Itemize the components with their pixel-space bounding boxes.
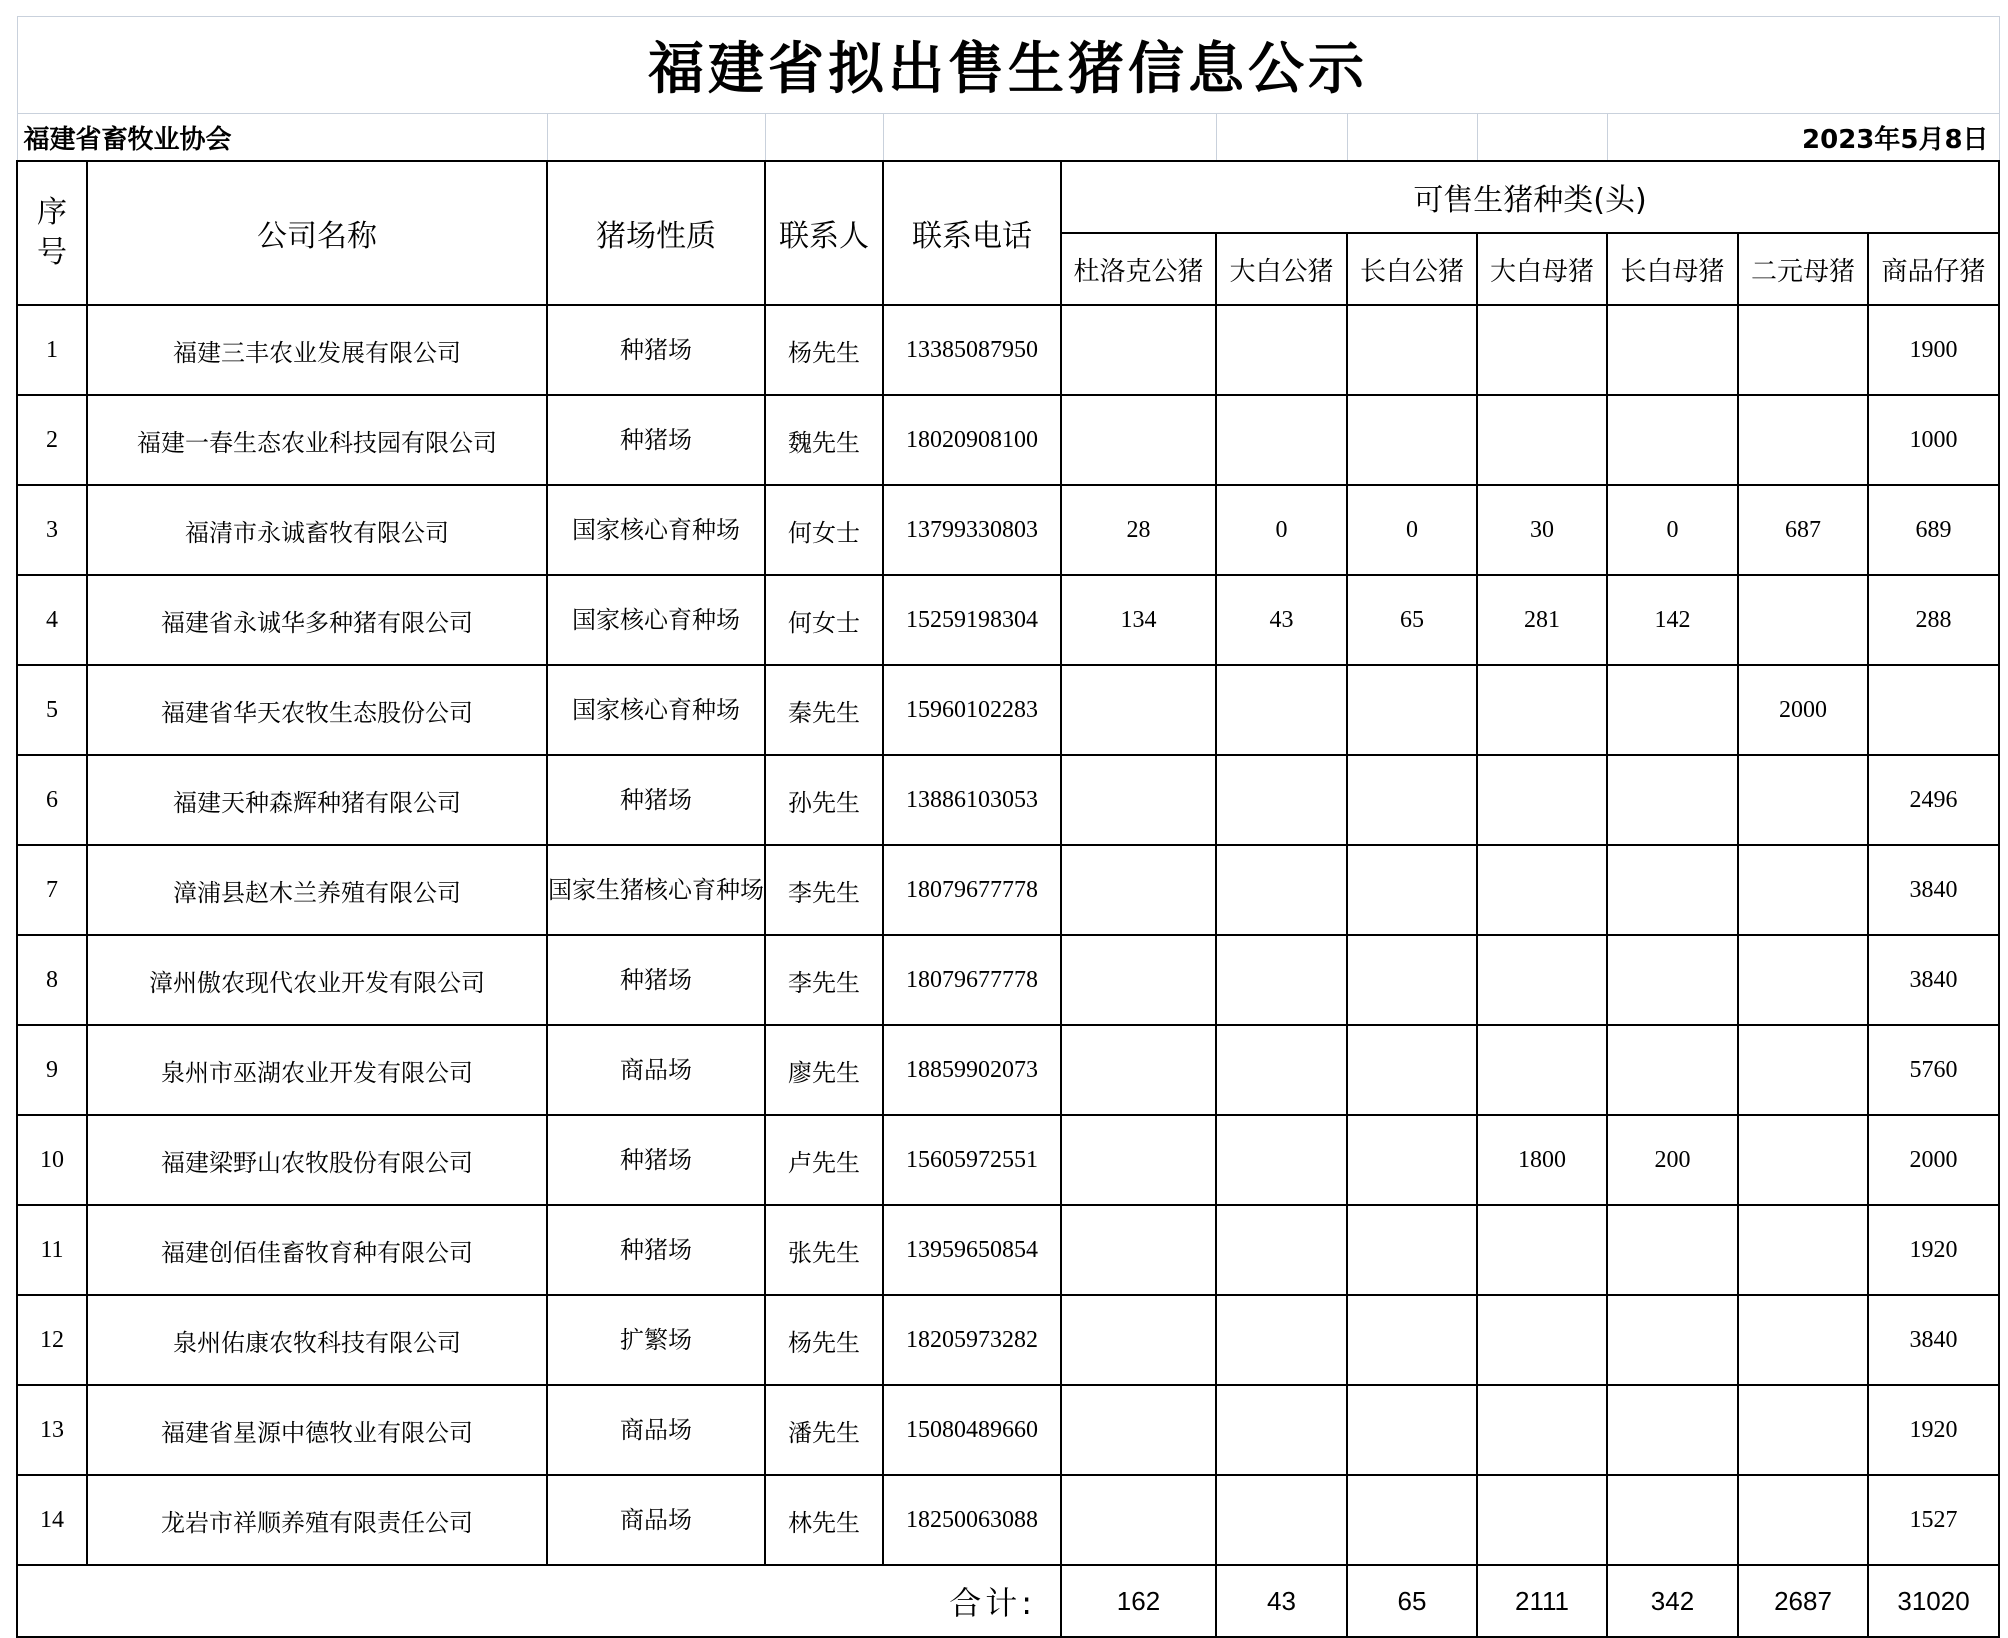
row-count: 1920 [1868,1205,1999,1295]
row-count [1738,575,1868,665]
row-company: 福建省星源中德牧业有限公司 [87,1385,547,1475]
row-count [1738,1115,1868,1205]
row-seq: 13 [17,1385,87,1475]
row-count: 0 [1216,485,1347,575]
row-contact: 秦先生 [765,665,883,755]
row-phone: 18859902073 [883,1025,1061,1115]
row-count [1738,1025,1868,1115]
row-contact: 李先生 [765,845,883,935]
page-title: 福建省拟出售生猪信息公示 [17,17,1999,114]
header-breed: 二元母猪 [1738,233,1868,305]
row-count: 687 [1738,485,1868,575]
header-breed: 商品仔猪 [1868,233,1999,305]
row-count [1061,845,1216,935]
row-count [1347,1205,1477,1295]
row-count [1477,755,1607,845]
row-count [1347,755,1477,845]
row-seq: 11 [17,1205,87,1295]
row-phone: 18250063088 [883,1475,1061,1565]
row-count: 2000 [1738,665,1868,755]
table-row [17,935,1999,1025]
row-count [1477,1475,1607,1565]
row-farm-type: 种猪场 [547,1205,765,1295]
row-contact: 廖先生 [765,1025,883,1115]
row-farm-type: 种猪场 [547,1115,765,1205]
row-phone: 15960102283 [883,665,1061,755]
table-row [17,665,1999,755]
row-count [1216,1205,1347,1295]
row-seq: 3 [17,485,87,575]
row-count: 1900 [1868,305,1999,395]
organization-name: 福建省畜牧业协会 [17,114,547,162]
row-count [1607,1295,1738,1385]
table-row [17,845,1999,935]
row-phone: 13886103053 [883,755,1061,845]
row-count [1607,1475,1738,1565]
row-count [1061,1205,1216,1295]
row-count [1607,845,1738,935]
header-breed-group: 可售生猪种类(头) [1061,161,1999,233]
row-contact: 魏先生 [765,395,883,485]
row-seq: 6 [17,755,87,845]
row-farm-type: 商品场 [547,1025,765,1115]
row-count [1347,1475,1477,1565]
row-contact: 林先生 [765,1475,883,1565]
row-count [1347,1115,1477,1205]
row-count: 2000 [1868,1115,1999,1205]
row-farm-type: 国家核心育种场 [547,575,765,665]
table-row [17,1295,1999,1385]
row-count [1477,665,1607,755]
row-count [1061,1475,1216,1565]
row-contact: 何女士 [765,485,883,575]
row-count [1216,395,1347,485]
row-count [1477,1385,1607,1475]
row-count [1061,1295,1216,1385]
row-seq: 9 [17,1025,87,1115]
table-row [17,1475,1999,1565]
totals-row [17,1565,1999,1637]
row-count [1607,755,1738,845]
row-seq: 2 [17,395,87,485]
row-count [1607,1025,1738,1115]
row-farm-type: 扩繁场 [547,1295,765,1385]
publish-date: 2023年5月8日 [1607,114,1999,162]
row-count [1216,1475,1347,1565]
total-value: 162 [1061,1565,1216,1637]
row-count [1477,395,1607,485]
row-contact: 何女士 [765,575,883,665]
row-count [1738,305,1868,395]
row-phone: 15259198304 [883,575,1061,665]
row-farm-type: 商品场 [547,1475,765,1565]
row-company: 福建省永诚华多种猪有限公司 [87,575,547,665]
header-seq-label: 序号 [37,195,67,270]
row-count [1477,845,1607,935]
total-value: 65 [1347,1565,1477,1637]
blank-cell [1216,114,1347,162]
total-value: 2111 [1477,1565,1607,1637]
row-count: 2496 [1868,755,1999,845]
row-seq: 7 [17,845,87,935]
row-count: 0 [1607,485,1738,575]
table-row [17,1385,1999,1475]
row-count [1061,1025,1216,1115]
row-seq: 14 [17,1475,87,1565]
row-farm-type: 国家核心育种场 [547,485,765,575]
row-contact: 杨先生 [765,305,883,395]
row-count: 1920 [1868,1385,1999,1475]
row-company: 福建一春生态农业科技园有限公司 [87,395,547,485]
table-row [17,1025,1999,1115]
header-phone: 联系电话 [883,161,1061,305]
row-count [1216,1295,1347,1385]
table-row [17,1115,1999,1205]
row-farm-type: 种猪场 [547,305,765,395]
row-count [1738,935,1868,1025]
row-count [1868,665,1999,755]
row-count: 65 [1347,575,1477,665]
row-count [1347,845,1477,935]
total-value: 2687 [1738,1565,1868,1637]
row-count [1061,935,1216,1025]
row-count [1477,1295,1607,1385]
row-count [1347,935,1477,1025]
table-row [17,1205,1999,1295]
blank-cell [547,114,765,162]
row-contact: 李先生 [765,935,883,1025]
row-phone: 18079677778 [883,935,1061,1025]
row-count [1738,1295,1868,1385]
pig-sale-table [16,16,2000,1638]
row-seq: 1 [17,305,87,395]
row-farm-type: 国家核心育种场 [547,665,765,755]
row-count [1216,1385,1347,1475]
row-company: 福清市永诚畜牧有限公司 [87,485,547,575]
row-count: 3840 [1868,935,1999,1025]
row-count [1216,665,1347,755]
row-count [1216,1025,1347,1115]
row-count [1061,755,1216,845]
table-row [17,575,1999,665]
header-breed: 大白母猪 [1477,233,1607,305]
row-seq: 4 [17,575,87,665]
totals-label: 合计: [17,1565,1061,1637]
row-count: 288 [1868,575,1999,665]
table-row [17,395,1999,485]
row-count [1216,755,1347,845]
row-count [1216,305,1347,395]
row-company: 泉州市巫湖农业开发有限公司 [87,1025,547,1115]
row-count [1738,395,1868,485]
row-count: 43 [1216,575,1347,665]
row-count [1607,665,1738,755]
header-breed: 长白公猪 [1347,233,1477,305]
row-count [1347,1385,1477,1475]
row-count: 281 [1477,575,1607,665]
row-count: 3840 [1868,1295,1999,1385]
row-company: 福建梁野山农牧股份有限公司 [87,1115,547,1205]
row-company: 福建省华天农牧生态股份公司 [87,665,547,755]
row-count [1738,1475,1868,1565]
row-company: 漳浦县赵木兰养殖有限公司 [87,845,547,935]
row-count [1607,1385,1738,1475]
row-count [1061,1385,1216,1475]
row-seq: 12 [17,1295,87,1385]
row-contact: 杨先生 [765,1295,883,1385]
row-count [1607,1205,1738,1295]
row-count [1738,1385,1868,1475]
row-phone: 18079677778 [883,845,1061,935]
row-count [1477,305,1607,395]
row-phone: 15605972551 [883,1115,1061,1205]
row-count [1738,845,1868,935]
row-phone: 13959650854 [883,1205,1061,1295]
row-phone: 18205973282 [883,1295,1061,1385]
blank-cell [765,114,883,162]
row-seq: 8 [17,935,87,1025]
total-value: 342 [1607,1565,1738,1637]
row-count [1738,1205,1868,1295]
row-count [1607,305,1738,395]
row-count [1061,305,1216,395]
header-breed: 大白公猪 [1216,233,1347,305]
table-row [17,305,1999,395]
row-count [1061,395,1216,485]
row-count: 5760 [1868,1025,1999,1115]
row-count: 1527 [1868,1475,1999,1565]
row-count [1347,305,1477,395]
row-count: 0 [1347,485,1477,575]
row-contact: 潘先生 [765,1385,883,1475]
row-count: 134 [1061,575,1216,665]
row-count: 3840 [1868,845,1999,935]
row-company: 漳州傲农现代农业开发有限公司 [87,935,547,1025]
row-seq: 10 [17,1115,87,1205]
table-row [17,485,1999,575]
row-count [1477,935,1607,1025]
row-company: 福建三丰农业发展有限公司 [87,305,547,395]
row-farm-type: 商品场 [547,1385,765,1475]
row-count [1347,665,1477,755]
row-count [1347,395,1477,485]
row-count [1347,1295,1477,1385]
row-count: 1800 [1477,1115,1607,1205]
row-count [1477,1205,1607,1295]
row-count [1607,935,1738,1025]
row-count [1061,665,1216,755]
row-phone: 13385087950 [883,305,1061,395]
blank-cell [883,114,1216,162]
row-count [1607,395,1738,485]
row-count: 689 [1868,485,1999,575]
header-contact: 联系人 [765,161,883,305]
header-seq [17,161,87,305]
row-phone: 13799330803 [883,485,1061,575]
row-company: 福建天种森辉种猪有限公司 [87,755,547,845]
row-company: 泉州佑康农牧科技有限公司 [87,1295,547,1385]
row-count: 1000 [1868,395,1999,485]
total-value: 31020 [1868,1565,1999,1637]
header-farm-type: 猪场性质 [547,161,765,305]
header-breed: 长白母猪 [1607,233,1738,305]
table-row [17,755,1999,845]
row-farm-type: 种猪场 [547,935,765,1025]
row-farm-type: 国家生猪核心育种场 [547,845,765,935]
row-count [1216,845,1347,935]
total-value: 43 [1216,1565,1347,1637]
blank-cell [1347,114,1477,162]
header-breed: 杜洛克公猪 [1061,233,1216,305]
row-farm-type: 种猪场 [547,395,765,485]
row-count [1738,755,1868,845]
row-count: 200 [1607,1115,1738,1205]
row-count: 30 [1477,485,1607,575]
row-count [1216,1115,1347,1205]
row-phone: 18020908100 [883,395,1061,485]
blank-cell [1477,114,1607,162]
row-phone: 15080489660 [883,1385,1061,1475]
row-company: 福建创佰佳畜牧育种有限公司 [87,1205,547,1295]
row-company: 龙岩市祥顺养殖有限责任公司 [87,1475,547,1565]
row-count [1061,1115,1216,1205]
row-count [1477,1025,1607,1115]
row-count: 28 [1061,485,1216,575]
row-count [1347,1025,1477,1115]
row-contact: 卢先生 [765,1115,883,1205]
row-seq: 5 [17,665,87,755]
header-company: 公司名称 [87,161,547,305]
row-farm-type: 种猪场 [547,755,765,845]
row-count [1216,935,1347,1025]
row-contact: 张先生 [765,1205,883,1295]
row-count: 142 [1607,575,1738,665]
row-contact: 孙先生 [765,755,883,845]
